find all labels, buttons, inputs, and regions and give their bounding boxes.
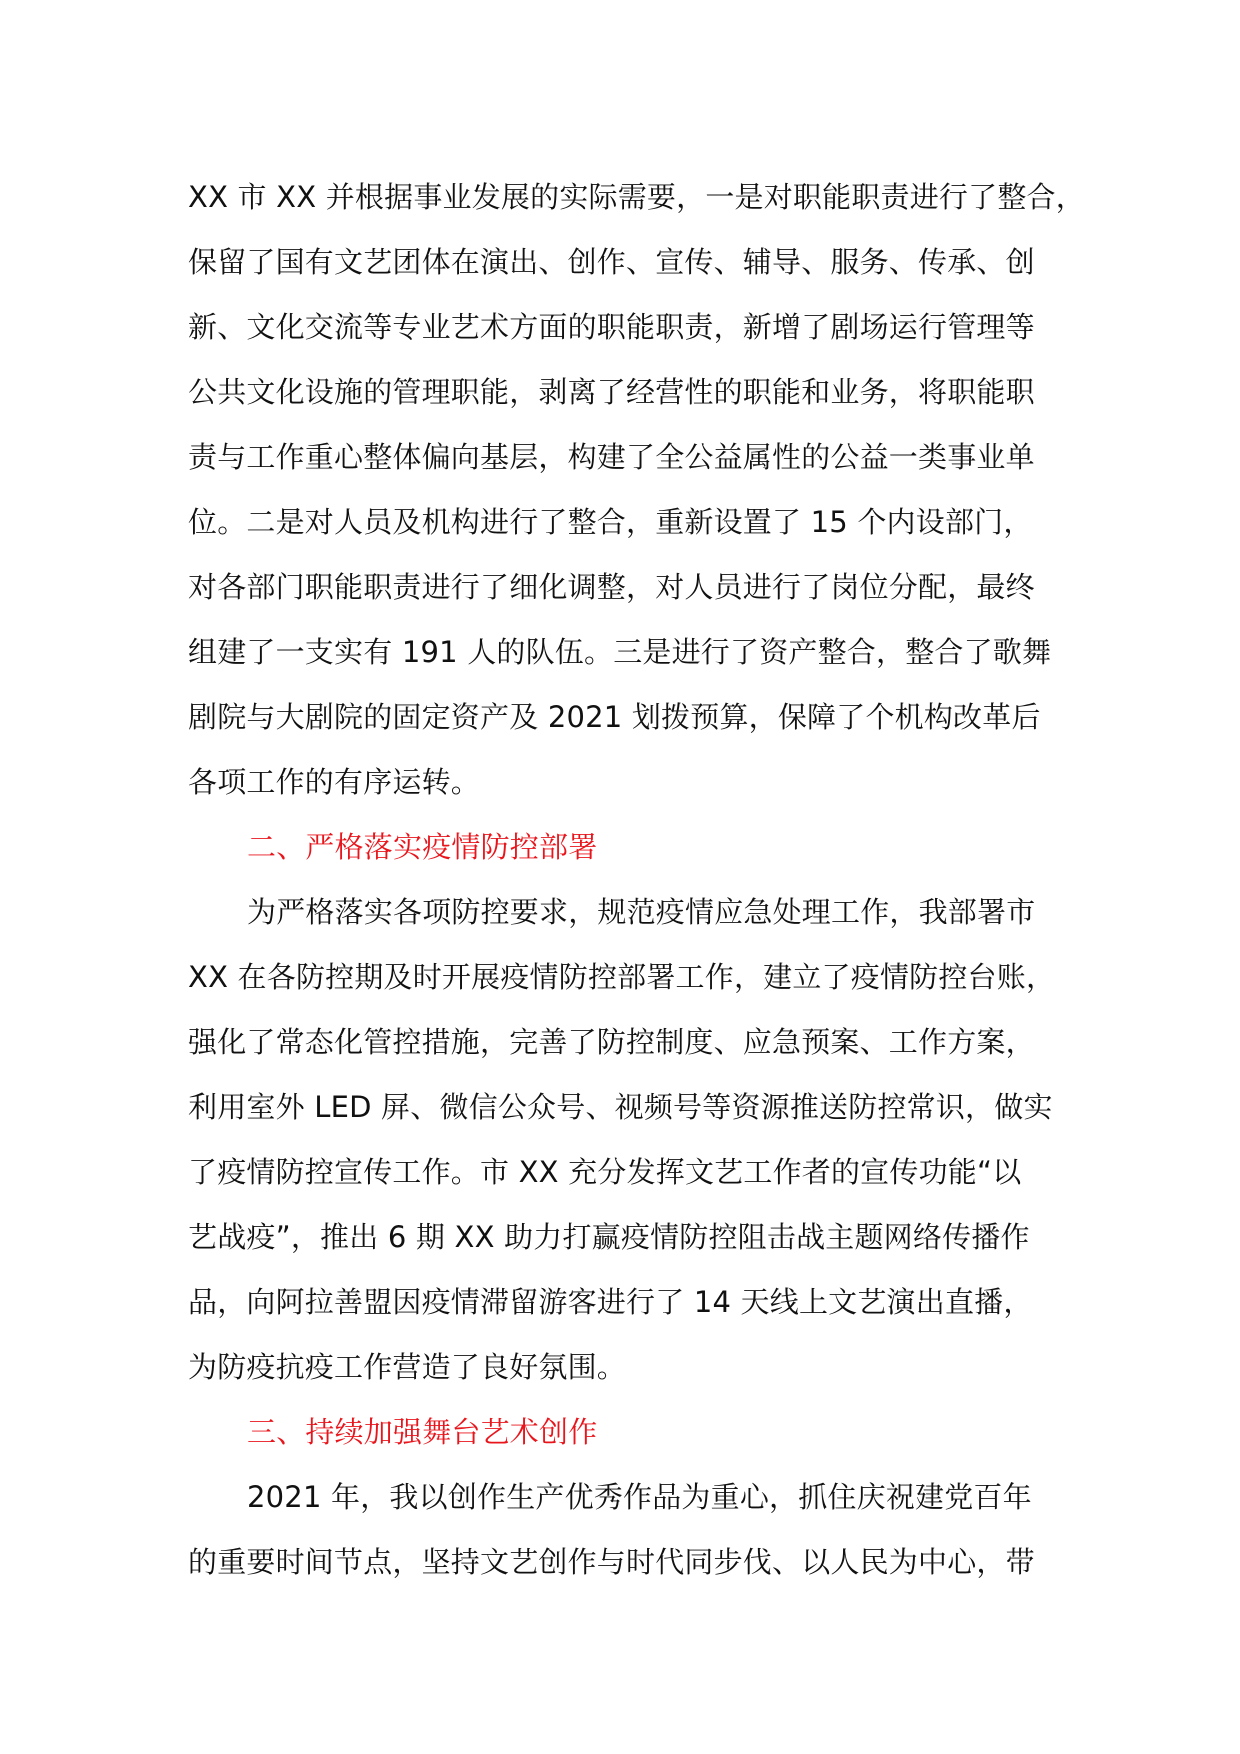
document-body	[188, 165, 1085, 1595]
body-line: 剧院与大剧院的固定资产及 2021 划拨预算，保障了个机构改革后	[188, 700, 1041, 734]
body-line: 的重要时间节点，坚持文艺创作与时代同步伐、以人民为中心，带	[188, 1545, 1035, 1579]
body-line: 责与工作重心整体偏向基层，构建了全公益属性的公益一类事业单	[188, 440, 1035, 474]
body-line: 保留了国有文艺团体在演出、创作、宣传、辅导、服务、传承、创	[188, 245, 1035, 279]
body-line: 各项工作的有序运转。	[188, 765, 481, 799]
paragraph-first-line: 2021 年，我以创作生产优秀作品为重心，抓住庆祝建党百年	[247, 1480, 1032, 1514]
paragraph-first-line: 为严格落实各项防控要求，规范疫情应急处理工作，我部署市	[247, 895, 1036, 929]
body-line: 利用室外 LED 屏、微信公众号、视频号等资源推送防控常识，做实	[188, 1090, 1053, 1124]
body-line: 品，向阿拉善盟因疫情滞留游客进行了 14 天线上文艺演出直播，	[188, 1285, 1033, 1319]
body-line: 为防疫抗疫工作营造了良好氛围。	[188, 1350, 627, 1384]
section-heading: 三、持续加强舞台艺术创作	[247, 1415, 598, 1449]
body-line: XX 市 XX 并根据事业发展的实际需要，一是对职能职责进行了整合，	[188, 180, 1085, 214]
body-line: 对各部门职能职责进行了细化调整，对人员进行了岗位分配，最终	[188, 570, 1035, 604]
body-line: 位。二是对人员及机构进行了整合，重新设置了 15 个内设部门，	[188, 505, 1033, 539]
body-line: 公共文化设施的管理职能，剥离了经营性的职能和业务，将职能职	[188, 375, 1035, 409]
body-line: 艺战疫”，推出 6 期 XX 助力打赢疫情防控阻击战主题网络传播作	[188, 1220, 1030, 1254]
body-line: XX 在各防控期及时开展疫情防控部署工作，建立了疫情防控台账，	[188, 960, 1056, 994]
body-line: 组建了一支实有 191 人的队伍。三是进行了资产整合，整合了歌舞	[188, 635, 1052, 669]
body-line: 了疫情防控宣传工作。市 XX 充分发挥文艺工作者的宣传功能“以	[188, 1155, 1022, 1189]
body-line: 新、文化交流等专业艺术方面的职能职责，新增了剧场运行管理等	[188, 310, 1035, 344]
body-line: 强化了常态化管控措施，完善了防控制度、应急预案、工作方案，	[188, 1025, 1035, 1059]
section-heading: 二、严格落实疫情防控部署	[247, 830, 598, 864]
